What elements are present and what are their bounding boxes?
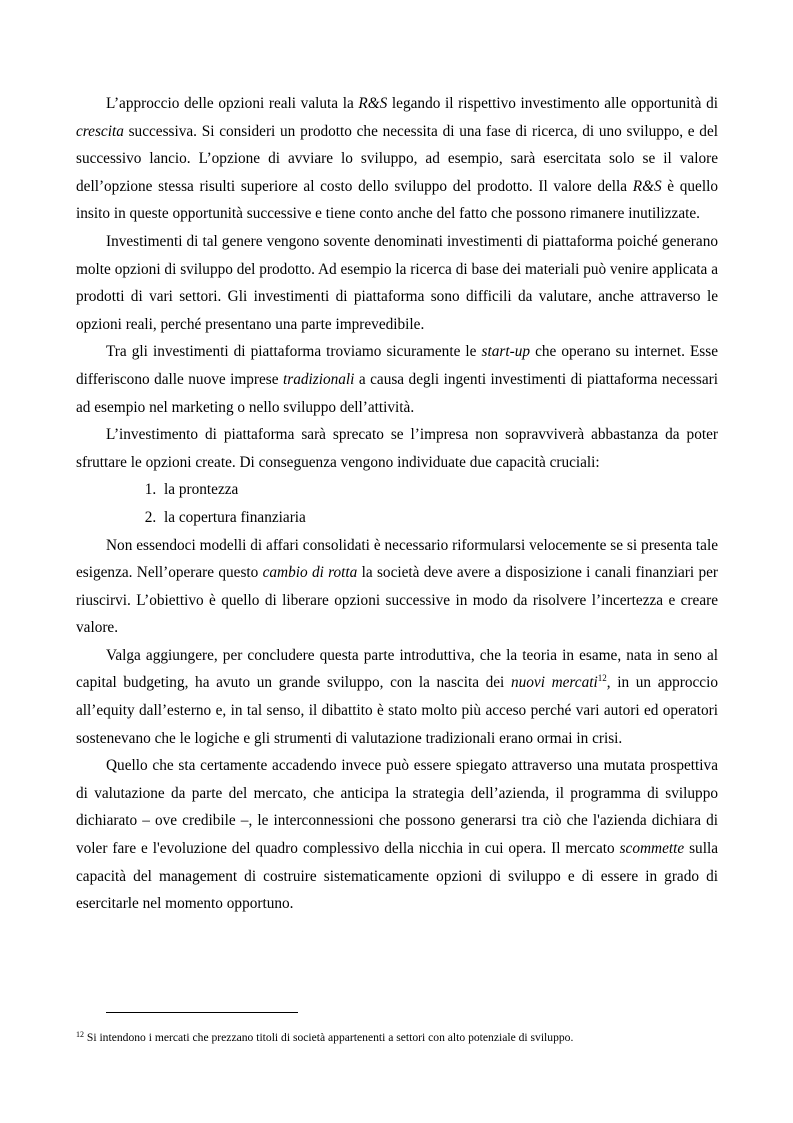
text-run: Investimenti di tal genere vengono sovente denominati investimenti di piattaforma poiché generano molte opzioni di sviluppo del prodotto. Ad esempio la ricerca di base dei materiali può venire applicata a prodotti di vari settori. Gli investimenti di piattaforma sono difficili da valutare, anche attraverso le opzioni reali, perché presentano una parte imprevedibile. [76,232,718,333]
document-body [76,90,718,918]
italic-term: tradizionali [283,370,355,388]
paragraph [76,421,718,476]
italic-term: cambio di rotta [262,564,358,582]
italic-term: nuovi mercati [510,674,598,692]
paragraph [76,532,718,642]
list-item: 2. la copertura finanziaria [160,504,718,532]
text-run: Non essendoci modelli di affari consolidati è necessario riformularsi velocemente se si presenta tale esigenza. Nell’operare questo [76,536,718,582]
text-run: la società deve avere a disposizione i canali finanziari per riuscirvi. L’obiettivo è quello di liberare opzioni successive in modo da risolvere l’incertezza e creare valore. [76,564,718,637]
italic-term: R&S [632,177,662,195]
text-run: a causa degli ingenti investimenti di piattaforma necessari ad esempio nel marketing o nello sviluppo dell’attività. [76,370,718,416]
paragraph [76,752,718,918]
text-run: legando il rispettivo investimento alle opportunità di [387,95,719,112]
text-run: Quello che sta certamente accadendo invece può essere spiegato attraverso una mutata prospettiva di valutazione da parte del mercato, che anticipa la strategia dell’azienda, il programma di sviluppo dichiarato – ove credibile –, le interconnessioni che possono generarsi tra ciò che l'azienda dichiara di voler fare e l'evoluzione del quadro complessivo della nicchia in cui opera. Il mercato [76,757,718,858]
italic-term: R&S [358,95,388,112]
text-run: L’investimento di piattaforma sarà sprecato se l’impresa non sopravviverà abbastanza da poter sfruttare le opzioni create. Di conseguenza vengono individuate due capacità cruciali: [76,426,718,471]
text-run: è quello insito in queste opportunità successive e tiene conto anche del fatto che possono rimanere inutilizzate. [76,177,718,223]
paragraph-group-2 [76,532,718,918]
paragraph [76,642,718,752]
paragraph [76,338,718,421]
list-item: 1. la prontezza [160,476,718,504]
italic-term: crescita [76,122,124,140]
italic-term: start-up [481,343,530,361]
text-run: successiva. Si consideri un prodotto che necessita di una fase di ricerca, di uno sviluppo, e del successivo lancio. L’opzione di avviare lo sviluppo, ad esempio, sarà esercitata solo se il valore dell’opzione stessa risulti superiore al costo dello sviluppo del prodotto. Il valore della [76,122,718,195]
paragraph-group-1 [76,90,718,476]
footnote-reference: 12 [597,673,607,684]
footnote-text: Si intendono i mercati che prezzano titoli di società appartenenti a settori con alto potenziale di sviluppo. [84,1031,574,1044]
text-run: , in un approccio all’equity dall’esterno e, in tal senso, il dibattito è stato molto più acceso perché vari autori ed operatori sostenevano che le logiche e gli strumenti di valutazione tradizionali erano ormai in crisi. [76,674,718,747]
paragraph [76,90,718,228]
capabilities-list [76,476,718,531]
paragraph [76,228,718,338]
text-run: che operano su internet. Esse differiscono dalle nuove imprese [76,343,718,388]
text-run: Tra gli investimenti di piattaforma troviamo sicuramente le [106,343,482,361]
text-run: Valga aggiungere, per concludere questa parte introduttiva, che la teoria in esame, nata in seno al capital budgeting, ha avuto un grande sviluppo, con la nascita dei [76,646,718,692]
footnote-separator [106,1012,298,1013]
footnote-number: 12 [76,1030,84,1039]
text-run: L’approccio delle opzioni reali valuta la [106,95,359,112]
text-run: sulla capacità del management di costruire sistematicamente opzioni di sviluppo e di essere in grado di esercitarle nel momento opportuno. [76,840,718,913]
italic-term: scommette [619,840,685,858]
footnote [76,1030,736,1046]
